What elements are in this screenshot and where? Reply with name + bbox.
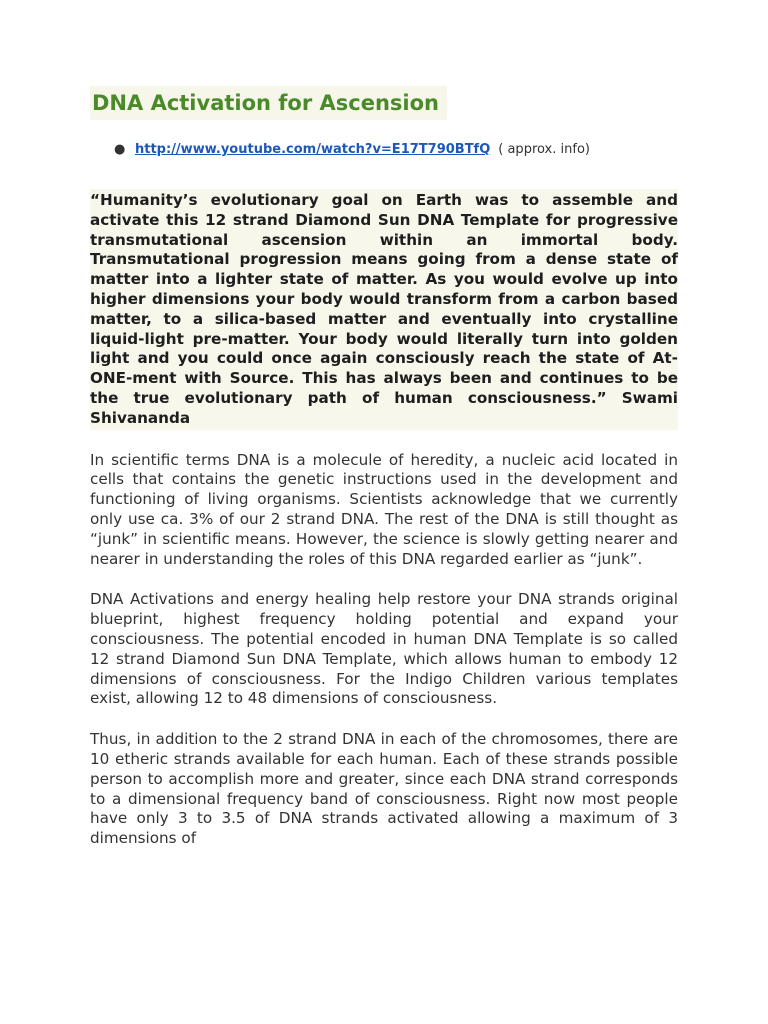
page-title: DNA Activation for Ascension — [90, 86, 447, 120]
youtube-link[interactable]: http://www.youtube.com/watch?v=E17T790BTfQ — [135, 142, 491, 157]
paragraph-scientific-terms: In scientific terms DNA is a molecule of heredity, a nucleic acid located in cells that contains the genetic instructions used in the development and functioning of living organisms. Scientists acknowledge that we currently only use ca. 3% of our 2 strand DNA. The rest of the DNA is still thought as “junk” in scientific means. However, the science is slowly getting nearer and nearer in understanding the roles of this DNA regarded earlier as “junk”. — [90, 450, 678, 568]
link-note: ( approx. info) — [498, 142, 590, 157]
link-list — [90, 141, 678, 159]
paragraph-dna-activations: DNA Activations and energy healing help restore your DNA strands original blueprint, highest frequency holding potential and expand your consciousness. The potential encoded in human DNA Template is so called 12 strand Diamond Sun DNA Template, which allows human to embody 12 dimensions of consciousness. For the Indigo Children various templates exist, allowing 12 to 48 dimensions of consciousness. — [90, 590, 678, 708]
list-item — [90, 141, 678, 159]
document-page — [90, 86, 678, 864]
bullet-icon: ● — [114, 142, 126, 157]
quote-block: “Humanity’s evolutionary goal on Earth was to assemble and activate this 12 strand Diamond Sun DNA Template for progressive transmutational ascension within an immortal body. Transmutational progression means going from a dense state of matter into a lighter state of matter. As you would evolve up into higher dimensions your body would transform from a carbon based matter, to a silica-based matter and eventually into crystalline liquid-light pre-matter. Your body would literally turn into golden light and you could once again consciously reach the state of At-ONE-ment with Source. This has always been and continues to be the true evolutionary path of human consciousness.” Swami Shivananda — [90, 189, 678, 430]
paragraph-etheric-strands: Thus, in addition to the 2 strand DNA in each of the chromosomes, there are 10 etheric strands available for each human. Each of these strands possible person to accomplish more and greater, since each DNA strand corresponds to a dimensional frequency band of consciousness. Right now most people have only 3 to 3.5 of DNA strands activated allowing a maximum of 3 dimensions of — [90, 730, 678, 848]
